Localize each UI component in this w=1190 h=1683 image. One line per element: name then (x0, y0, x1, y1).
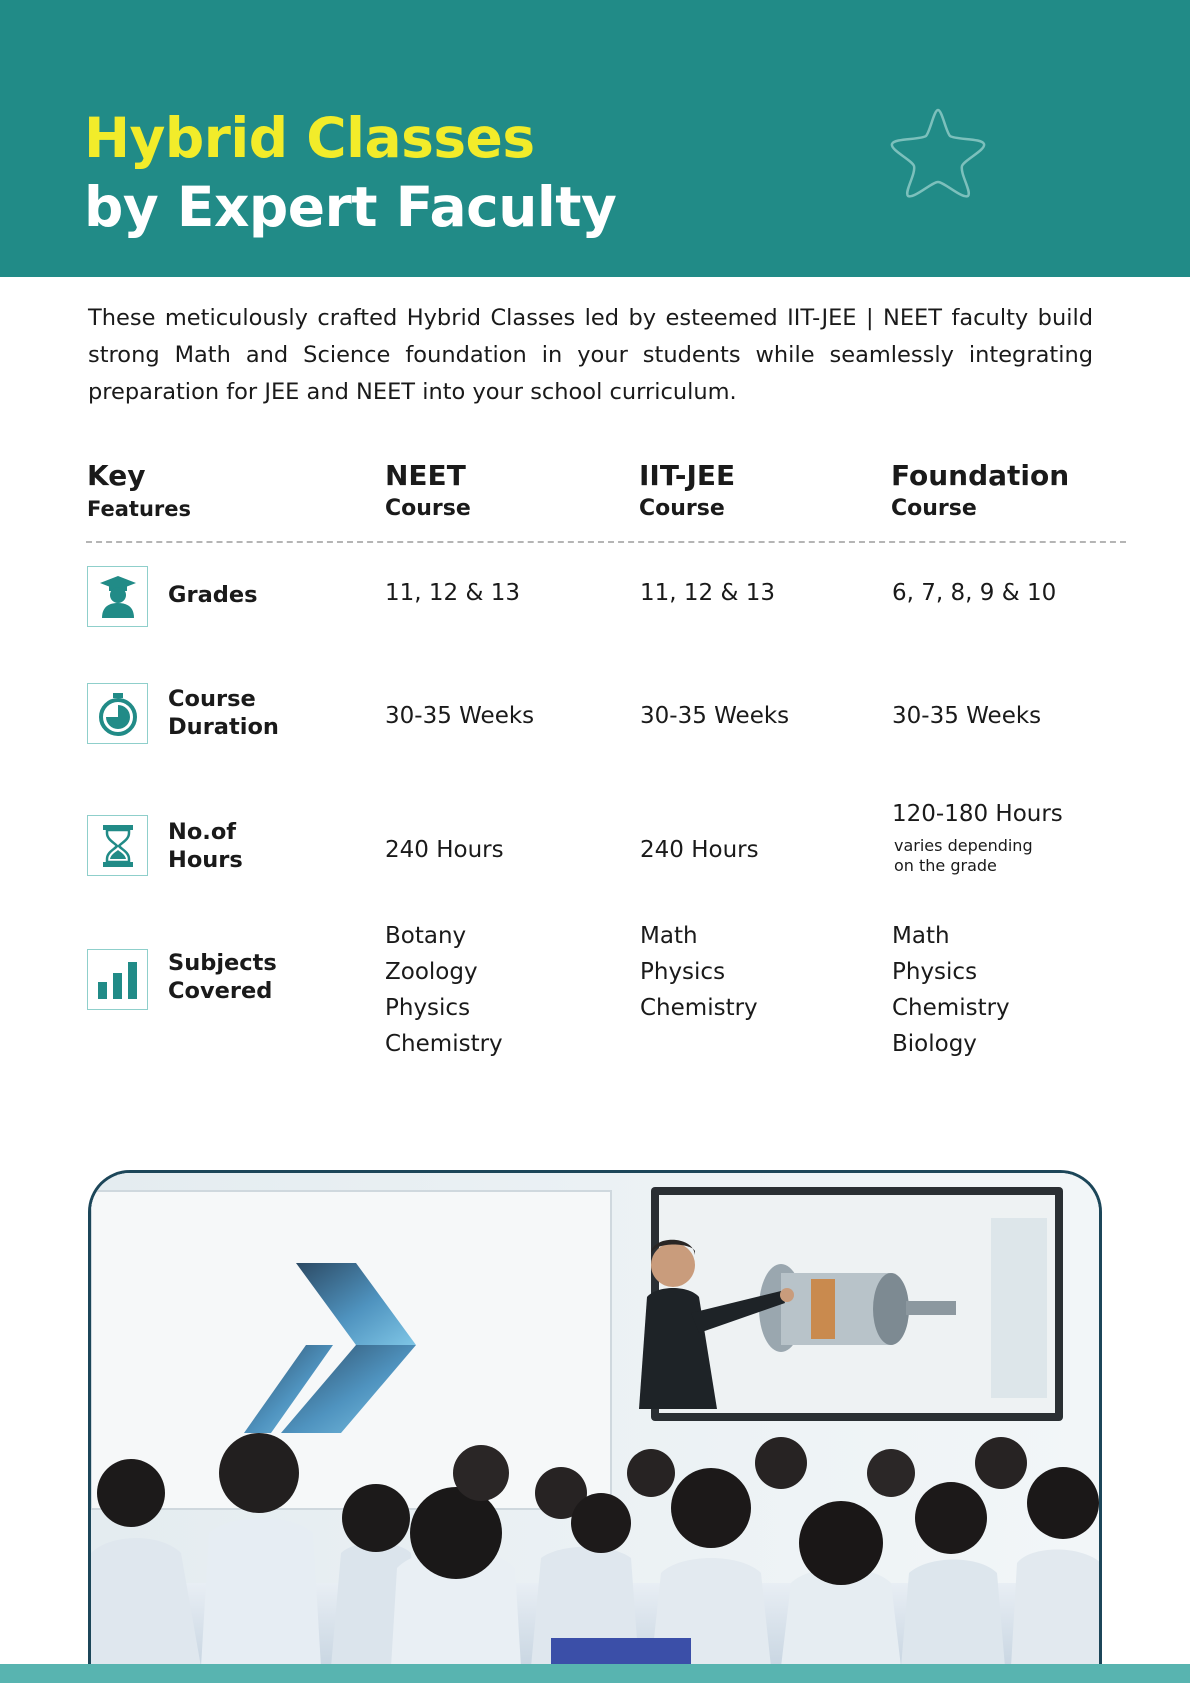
jee-hours: 240 Hours (640, 837, 759, 863)
col-header-title: IIT-JEE (639, 459, 736, 492)
subject-item: Botany (385, 923, 467, 949)
note-line-1: varies depending (894, 836, 1033, 855)
classroom-illustration (91, 1173, 1101, 1664)
subject-item: Physics (892, 959, 978, 985)
feature-label-grades: Grades (168, 582, 258, 608)
feature-label-hours (168, 818, 243, 874)
stopwatch-icon (97, 692, 139, 736)
foundation-subjects (892, 918, 1010, 1062)
feature-label-line-1: Course (168, 686, 256, 712)
neet-grades: 11, 12 & 13 (385, 580, 520, 606)
star-outline-icon (886, 104, 990, 200)
feature-label-line-1: No.of (168, 819, 237, 845)
subject-item: Biology (892, 1031, 977, 1057)
feature-label-subjects (168, 949, 277, 1005)
feature-label-line-2: Duration (168, 714, 279, 740)
title-line-1: Hybrid Classes (84, 106, 535, 170)
subject-item: Chemistry (385, 1031, 503, 1057)
title-line-2: by Expert Faculty (84, 175, 617, 239)
hours-icon-box (87, 815, 148, 876)
duration-icon-box (87, 683, 148, 744)
col-header-foundation (891, 459, 1069, 525)
feature-label-line-2: Hours (168, 847, 243, 873)
col-header-subtitle: Course (385, 496, 471, 521)
subject-item: Chemistry (640, 995, 758, 1021)
col-header-title: NEET (385, 459, 466, 492)
table-header-divider (86, 541, 1126, 543)
col-header-title: Foundation (891, 459, 1070, 492)
classroom-photo (88, 1170, 1102, 1664)
col-header-neet (385, 459, 471, 525)
col-header-subtitle: Course (639, 496, 725, 521)
col-header-subtitle: Course (891, 496, 977, 521)
feature-label-duration (168, 685, 279, 741)
foundation-grades: 6, 7, 8, 9 & 10 (892, 580, 1057, 606)
header-banner (0, 0, 1190, 277)
jee-grades: 11, 12 & 13 (640, 580, 775, 606)
subject-item: Zoology (385, 959, 478, 985)
foundation-hours-note (894, 836, 1033, 876)
neet-subjects (385, 918, 503, 1062)
footer-bar (0, 1664, 1190, 1683)
intro-paragraph: These meticulously crafted Hybrid Classes led by esteemed IIT-JEE | NEET faculty build strong Math and Science foundation in your students while seamlessly integrating preparation for JEE and NEET into your school curriculum. (88, 305, 1093, 405)
foundation-duration: 30-35 Weeks (892, 703, 1042, 729)
graduate-icon (98, 574, 138, 620)
foundation-hours: 120-180 Hours (892, 801, 1063, 827)
jee-duration: 30-35 Weeks (640, 703, 790, 729)
col-header-subtitle: Features (87, 497, 191, 521)
subject-item: Physics (385, 995, 471, 1021)
subjects-icon-box (87, 949, 148, 1010)
neet-hours: 240 Hours (385, 837, 504, 863)
grades-icon-box (87, 566, 148, 627)
neet-duration: 30-35 Weeks (385, 703, 535, 729)
note-line-2: on the grade (894, 856, 997, 875)
hourglass-icon (101, 824, 135, 868)
subject-item: Math (640, 923, 698, 949)
bar-chart-icon (97, 960, 139, 1000)
subject-item: Chemistry (892, 995, 1010, 1021)
col-header-iit-jee (639, 459, 735, 525)
subject-item: Physics (640, 959, 726, 985)
col-header-title: Key (87, 459, 146, 492)
feature-label-line-2: Covered (168, 978, 273, 1004)
jee-subjects (640, 918, 758, 1026)
col-header-key-features (87, 459, 191, 525)
subject-item: Math (892, 923, 950, 949)
feature-label-line-1: Subjects (168, 950, 277, 976)
